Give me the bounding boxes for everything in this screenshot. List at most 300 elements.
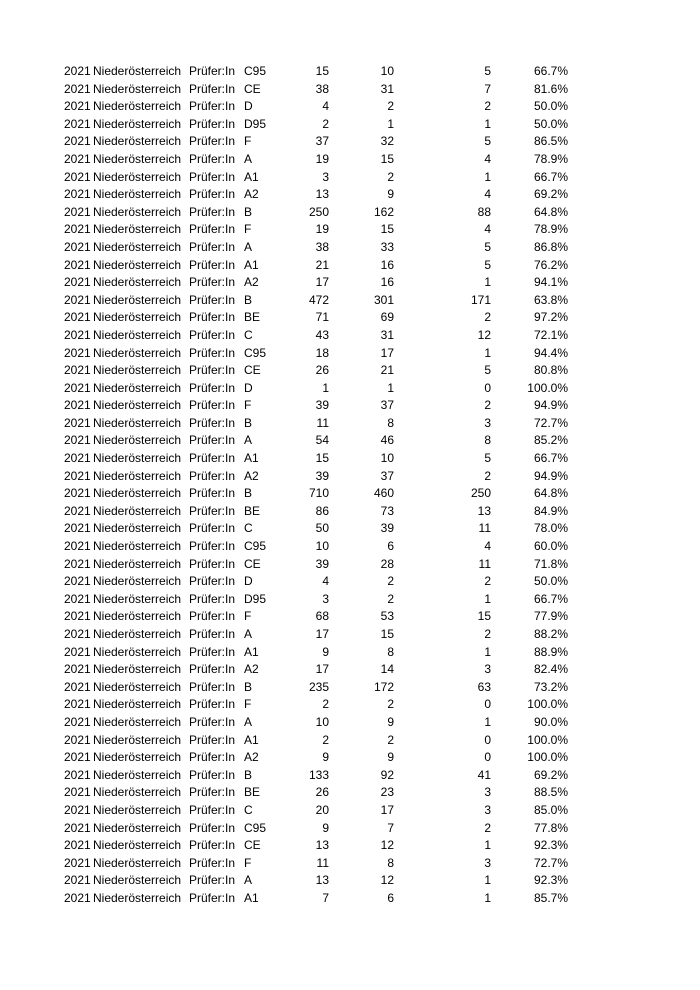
region-cell: Niederösterreich: [93, 855, 182, 870]
table-row: [0, 63, 700, 81]
failed-count-cell: 0: [484, 380, 491, 395]
year-cell: 2021: [64, 521, 91, 536]
role-cell: Prüfer:In: [189, 644, 236, 659]
role-cell: Prüfer:In: [189, 134, 236, 149]
role-cell: Prüfer:In: [189, 99, 236, 114]
failed-count-cell: 12: [477, 327, 491, 342]
pass-rate-cell: 66.7%: [533, 591, 568, 606]
failed-count-cell: 0: [484, 732, 491, 747]
passed-count-cell: 16: [380, 275, 394, 290]
table-row: [0, 573, 700, 591]
role-cell: Prüfer:In: [189, 486, 236, 501]
failed-count-cell: 2: [484, 468, 491, 483]
year-cell: 2021: [64, 81, 91, 96]
license-class-cell: A2: [244, 187, 259, 202]
table-row: [0, 309, 700, 327]
total-count-cell: 43: [315, 327, 329, 342]
total-count-cell: 2: [322, 697, 329, 712]
year-cell: 2021: [64, 644, 91, 659]
year-cell: 2021: [64, 838, 91, 853]
passed-count-cell: 32: [380, 134, 394, 149]
passed-count-cell: 2: [387, 591, 394, 606]
license-class-cell: BE: [244, 785, 261, 800]
failed-count-cell: 15: [477, 609, 491, 624]
table-row: [0, 890, 700, 908]
license-class-cell: A1: [244, 890, 259, 905]
license-class-cell: C: [244, 802, 253, 817]
passed-count-cell: 17: [380, 802, 394, 817]
failed-count-cell: 0: [484, 750, 491, 765]
pass-rate-cell: 88.9%: [533, 644, 568, 659]
region-cell: Niederösterreich: [93, 81, 182, 96]
pass-rate-cell: 60.0%: [533, 539, 568, 554]
year-cell: 2021: [64, 785, 91, 800]
year-cell: 2021: [64, 820, 91, 835]
license-class-cell: F: [244, 222, 252, 237]
role-cell: Prüfer:In: [189, 714, 236, 729]
passed-count-cell: 9: [387, 750, 394, 765]
region-cell: Niederösterreich: [93, 539, 182, 554]
license-class-cell: D95: [244, 116, 267, 131]
total-count-cell: 38: [315, 239, 329, 254]
passed-count-cell: 23: [380, 785, 394, 800]
region-cell: Niederösterreich: [93, 116, 182, 131]
pass-rate-cell: 92.3%: [533, 838, 568, 853]
region-cell: Niederösterreich: [93, 644, 182, 659]
failed-count-cell: 1: [484, 275, 491, 290]
total-count-cell: 13: [315, 187, 329, 202]
passed-count-cell: 9: [387, 714, 394, 729]
region-cell: Niederösterreich: [93, 714, 182, 729]
year-cell: 2021: [64, 363, 91, 378]
passed-count-cell: 33: [380, 239, 394, 254]
pass-rate-cell: 73.2%: [533, 679, 568, 694]
role-cell: Prüfer:In: [189, 820, 236, 835]
region-cell: Niederösterreich: [93, 380, 182, 395]
table-row: [0, 397, 700, 415]
license-class-cell: B: [244, 679, 253, 694]
license-class-cell: CE: [244, 838, 261, 853]
total-count-cell: 39: [315, 556, 329, 571]
pass-rate-cell: 94.9%: [533, 468, 568, 483]
table-row: [0, 714, 700, 732]
passed-count-cell: 17: [380, 345, 394, 360]
total-count-cell: 9: [322, 644, 329, 659]
pass-rate-cell: 77.8%: [533, 820, 568, 835]
license-class-cell: A: [244, 239, 253, 254]
failed-count-cell: 1: [484, 116, 491, 131]
table-row: [0, 98, 700, 116]
role-cell: Prüfer:In: [189, 116, 236, 131]
passed-count-cell: 37: [380, 468, 394, 483]
failed-count-cell: 1: [484, 714, 491, 729]
pass-rate-cell: 85.0%: [533, 802, 568, 817]
role-cell: Prüfer:In: [189, 275, 236, 290]
region-cell: Niederösterreich: [93, 556, 182, 571]
total-count-cell: 13: [315, 873, 329, 888]
total-count-cell: 133: [308, 767, 329, 782]
region-cell: Niederösterreich: [93, 627, 182, 641]
year-cell: 2021: [64, 99, 91, 114]
total-count-cell: 26: [315, 363, 329, 378]
year-cell: 2021: [64, 732, 91, 747]
total-count-cell: 235: [308, 679, 329, 694]
pass-rate-cell: 78.9%: [533, 222, 568, 237]
table-row: [0, 432, 700, 450]
total-count-cell: 19: [315, 222, 329, 237]
role-cell: Prüfer:In: [189, 451, 236, 466]
year-cell: 2021: [64, 802, 91, 817]
role-cell: Prüfer:In: [189, 574, 236, 589]
table-row: [0, 133, 700, 151]
region-cell: Niederösterreich: [93, 187, 182, 202]
region-cell: Niederösterreich: [93, 890, 182, 905]
license-class-cell: A: [244, 151, 253, 166]
passed-count-cell: 92: [380, 767, 394, 782]
role-cell: Prüfer:In: [189, 732, 236, 747]
table-row: [0, 820, 700, 838]
passed-count-cell: 15: [380, 222, 394, 237]
total-count-cell: 39: [315, 398, 329, 413]
pass-rate-cell: 94.4%: [533, 345, 568, 360]
role-cell: Prüfer:In: [189, 468, 236, 483]
year-cell: 2021: [64, 415, 91, 430]
table-row: [0, 239, 700, 257]
region-cell: Niederösterreich: [93, 222, 182, 237]
passed-count-cell: 31: [380, 81, 394, 96]
passed-count-cell: 12: [380, 873, 394, 888]
total-count-cell: 3: [322, 591, 329, 606]
table-row: [0, 626, 700, 644]
region-cell: Niederösterreich: [93, 486, 182, 501]
failed-count-cell: 2: [484, 398, 491, 413]
table-row: [0, 661, 700, 679]
total-count-cell: 11: [316, 415, 329, 430]
license-class-cell: F: [244, 855, 252, 870]
failed-count-cell: 3: [484, 855, 491, 870]
year-cell: 2021: [64, 451, 91, 466]
table-row: [0, 81, 700, 99]
license-class-cell: C95: [244, 820, 267, 835]
table-row: [0, 327, 700, 345]
passed-count-cell: 1: [387, 116, 394, 131]
passed-count-cell: 15: [380, 627, 394, 641]
pass-rate-cell: 50.0%: [533, 574, 568, 589]
region-cell: Niederösterreich: [93, 169, 182, 184]
year-cell: 2021: [64, 556, 91, 571]
passed-count-cell: 8: [387, 415, 394, 430]
year-cell: 2021: [64, 151, 91, 166]
pass-rate-cell: 86.8%: [533, 239, 568, 254]
region-cell: Niederösterreich: [93, 433, 182, 448]
failed-count-cell: 88: [477, 204, 491, 219]
table-row: [0, 837, 700, 855]
failed-count-cell: 41: [477, 767, 491, 782]
year-cell: 2021: [64, 486, 91, 501]
table-row: [0, 204, 700, 222]
year-cell: 2021: [64, 609, 91, 624]
year-cell: 2021: [64, 169, 91, 184]
pass-rate-cell: 88.5%: [533, 785, 568, 800]
table-row: [0, 116, 700, 134]
passed-count-cell: 21: [380, 363, 394, 378]
total-count-cell: 26: [315, 785, 329, 800]
passed-count-cell: 69: [380, 310, 394, 325]
table-row: [0, 538, 700, 556]
role-cell: Prüfer:In: [189, 257, 236, 272]
pass-rate-cell: 64.8%: [533, 204, 568, 219]
table-row: [0, 257, 700, 275]
region-cell: Niederösterreich: [93, 398, 182, 413]
role-cell: Prüfer:In: [189, 662, 236, 677]
pass-rate-cell: 88.2%: [533, 627, 568, 641]
year-cell: 2021: [64, 855, 91, 870]
failed-count-cell: 3: [484, 785, 491, 800]
year-cell: 2021: [64, 591, 91, 606]
year-cell: 2021: [64, 627, 91, 641]
year-cell: 2021: [64, 292, 91, 307]
total-count-cell: 250: [308, 204, 329, 219]
total-count-cell: 1: [322, 380, 329, 395]
license-class-cell: A1: [244, 257, 259, 272]
license-class-cell: A: [244, 627, 253, 641]
passed-count-cell: 162: [373, 204, 394, 219]
table-row: [0, 608, 700, 626]
failed-count-cell: 2: [484, 574, 491, 589]
role-cell: Prüfer:In: [189, 679, 236, 694]
table-row: [0, 380, 700, 398]
total-count-cell: 9: [322, 820, 329, 835]
year-cell: 2021: [64, 574, 91, 589]
passed-count-cell: 8: [387, 644, 394, 659]
role-cell: Prüfer:In: [189, 873, 236, 888]
license-class-cell: D: [244, 574, 253, 589]
role-cell: Prüfer:In: [189, 204, 236, 219]
role-cell: Prüfer:In: [189, 767, 236, 782]
role-cell: Prüfer:In: [189, 855, 236, 870]
role-cell: Prüfer:In: [189, 503, 236, 518]
role-cell: Prüfer:In: [189, 697, 236, 712]
pass-rate-cell: 85.2%: [533, 433, 568, 448]
license-class-cell: D: [244, 380, 253, 395]
region-cell: Niederösterreich: [93, 345, 182, 360]
table-row: [0, 556, 700, 574]
pass-rate-cell: 66.7%: [533, 451, 568, 466]
license-class-cell: F: [244, 398, 252, 413]
failed-count-cell: 7: [484, 81, 491, 96]
license-class-cell: CE: [244, 363, 261, 378]
role-cell: Prüfer:In: [189, 187, 236, 202]
license-class-cell: F: [244, 609, 252, 624]
passed-count-cell: 172: [373, 679, 394, 694]
passed-count-cell: 10: [380, 64, 394, 78]
year-cell: 2021: [64, 503, 91, 518]
region-cell: Niederösterreich: [93, 767, 182, 782]
pass-rate-cell: 86.5%: [533, 134, 568, 149]
role-cell: Prüfer:In: [189, 81, 236, 96]
role-cell: Prüfer:In: [189, 327, 236, 342]
region-cell: Niederösterreich: [93, 151, 182, 166]
total-count-cell: 21: [315, 257, 329, 272]
failed-count-cell: 2: [484, 99, 491, 114]
year-cell: 2021: [64, 697, 91, 712]
pass-rate-cell: 69.2%: [533, 187, 568, 202]
license-class-cell: D: [244, 99, 253, 114]
passed-count-cell: 10: [380, 451, 394, 466]
role-cell: Prüfer:In: [189, 239, 236, 254]
license-class-cell: A: [244, 873, 253, 888]
year-cell: 2021: [64, 257, 91, 272]
year-cell: 2021: [64, 433, 91, 448]
pass-rate-cell: 90.0%: [533, 714, 568, 729]
passed-count-cell: 1: [387, 380, 394, 395]
license-class-cell: C95: [244, 539, 267, 554]
total-count-cell: 710: [308, 486, 329, 501]
passed-count-cell: 2: [387, 169, 394, 184]
license-class-cell: BE: [244, 503, 261, 518]
table-row: [0, 520, 700, 538]
pass-rate-cell: 92.3%: [533, 873, 568, 888]
pass-rate-cell: 69.2%: [533, 767, 568, 782]
pass-rate-cell: 78.9%: [533, 151, 568, 166]
pass-rate-cell: 50.0%: [533, 116, 568, 131]
failed-count-cell: 1: [484, 169, 491, 184]
license-class-cell: CE: [244, 81, 261, 96]
failed-count-cell: 5: [484, 363, 491, 378]
region-cell: Niederösterreich: [93, 820, 182, 835]
region-cell: Niederösterreich: [93, 785, 182, 800]
pass-rate-cell: 94.9%: [533, 398, 568, 413]
failed-count-cell: 1: [484, 890, 491, 905]
failed-count-cell: 3: [484, 802, 491, 817]
total-count-cell: 9: [322, 750, 329, 765]
license-class-cell: A: [244, 433, 253, 448]
total-count-cell: 3: [322, 169, 329, 184]
table-row: [0, 802, 700, 820]
pass-rate-cell: 71.8%: [533, 556, 568, 571]
year-cell: 2021: [64, 64, 91, 78]
failed-count-cell: 2: [484, 627, 491, 641]
region-cell: Niederösterreich: [93, 64, 182, 78]
passed-count-cell: 73: [380, 503, 394, 518]
region-cell: Niederösterreich: [93, 239, 182, 254]
year-cell: 2021: [64, 890, 91, 905]
pass-rate-cell: 64.8%: [533, 486, 568, 501]
role-cell: Prüfer:In: [189, 292, 236, 307]
role-cell: Prüfer:In: [189, 398, 236, 413]
total-count-cell: 15: [315, 451, 329, 466]
total-count-cell: 15: [315, 64, 329, 78]
table-row: [0, 732, 700, 750]
table-row: [0, 485, 700, 503]
license-class-cell: A2: [244, 750, 259, 765]
region-cell: Niederösterreich: [93, 503, 182, 518]
year-cell: 2021: [64, 873, 91, 888]
role-cell: Prüfer:In: [189, 785, 236, 800]
total-count-cell: 472: [308, 292, 329, 307]
failed-count-cell: 5: [484, 64, 491, 78]
region-cell: Niederösterreich: [93, 838, 182, 853]
total-count-cell: 2: [322, 116, 329, 131]
year-cell: 2021: [64, 539, 91, 554]
year-cell: 2021: [64, 239, 91, 254]
total-count-cell: 19: [315, 151, 329, 166]
role-cell: Prüfer:In: [189, 890, 236, 905]
role-cell: Prüfer:In: [189, 750, 236, 765]
year-cell: 2021: [64, 222, 91, 237]
passed-count-cell: 31: [380, 327, 394, 342]
pass-rate-cell: 76.2%: [533, 257, 568, 272]
pass-rate-cell: 85.7%: [533, 890, 568, 905]
role-cell: Prüfer:In: [189, 627, 236, 641]
passed-count-cell: 53: [380, 609, 394, 624]
year-cell: 2021: [64, 134, 91, 149]
total-count-cell: 10: [315, 714, 329, 729]
year-cell: 2021: [64, 750, 91, 765]
pass-rate-cell: 84.9%: [533, 503, 568, 518]
table-row: [0, 784, 700, 802]
license-class-cell: CE: [244, 556, 261, 571]
pass-rate-cell: 66.7%: [533, 64, 568, 78]
failed-count-cell: 171: [470, 292, 491, 307]
failed-count-cell: 3: [484, 662, 491, 677]
license-class-cell: C95: [244, 345, 267, 360]
role-cell: Prüfer:In: [189, 556, 236, 571]
pass-rate-cell: 100.0%: [527, 697, 568, 712]
role-cell: Prüfer:In: [189, 345, 236, 360]
total-count-cell: 37: [315, 134, 329, 149]
passed-count-cell: 6: [387, 539, 394, 554]
failed-count-cell: 5: [484, 134, 491, 149]
year-cell: 2021: [64, 767, 91, 782]
year-cell: 2021: [64, 310, 91, 325]
table-row: [0, 767, 700, 785]
role-cell: Prüfer:In: [189, 310, 236, 325]
pass-rate-cell: 50.0%: [533, 99, 568, 114]
role-cell: Prüfer:In: [189, 380, 236, 395]
table-row: [0, 749, 700, 767]
pass-rate-cell: 100.0%: [527, 750, 568, 765]
passed-count-cell: 28: [380, 556, 394, 571]
region-cell: Niederösterreich: [93, 802, 182, 817]
failed-count-cell: 1: [484, 591, 491, 606]
failed-count-cell: 11: [478, 521, 491, 536]
license-class-cell: F: [244, 134, 252, 149]
total-count-cell: 39: [315, 468, 329, 483]
failed-count-cell: 4: [484, 222, 491, 237]
total-count-cell: 17: [315, 627, 329, 641]
failed-count-cell: 1: [484, 644, 491, 659]
table-row: [0, 345, 700, 363]
region-cell: Niederösterreich: [93, 750, 182, 765]
role-cell: Prüfer:In: [189, 838, 236, 853]
passed-count-cell: 46: [380, 433, 394, 448]
role-cell: Prüfer:In: [189, 415, 236, 430]
license-class-cell: A2: [244, 662, 259, 677]
total-count-cell: 38: [315, 81, 329, 96]
region-cell: Niederösterreich: [93, 134, 182, 149]
table-row: [0, 221, 700, 239]
total-count-cell: 10: [315, 539, 329, 554]
license-class-cell: A: [244, 714, 253, 729]
failed-count-cell: 5: [484, 451, 491, 466]
year-cell: 2021: [64, 398, 91, 413]
failed-count-cell: 4: [484, 151, 491, 166]
failed-count-cell: 1: [484, 838, 491, 853]
license-class-cell: F: [244, 697, 252, 712]
year-cell: 2021: [64, 327, 91, 342]
region-cell: Niederösterreich: [93, 99, 182, 114]
